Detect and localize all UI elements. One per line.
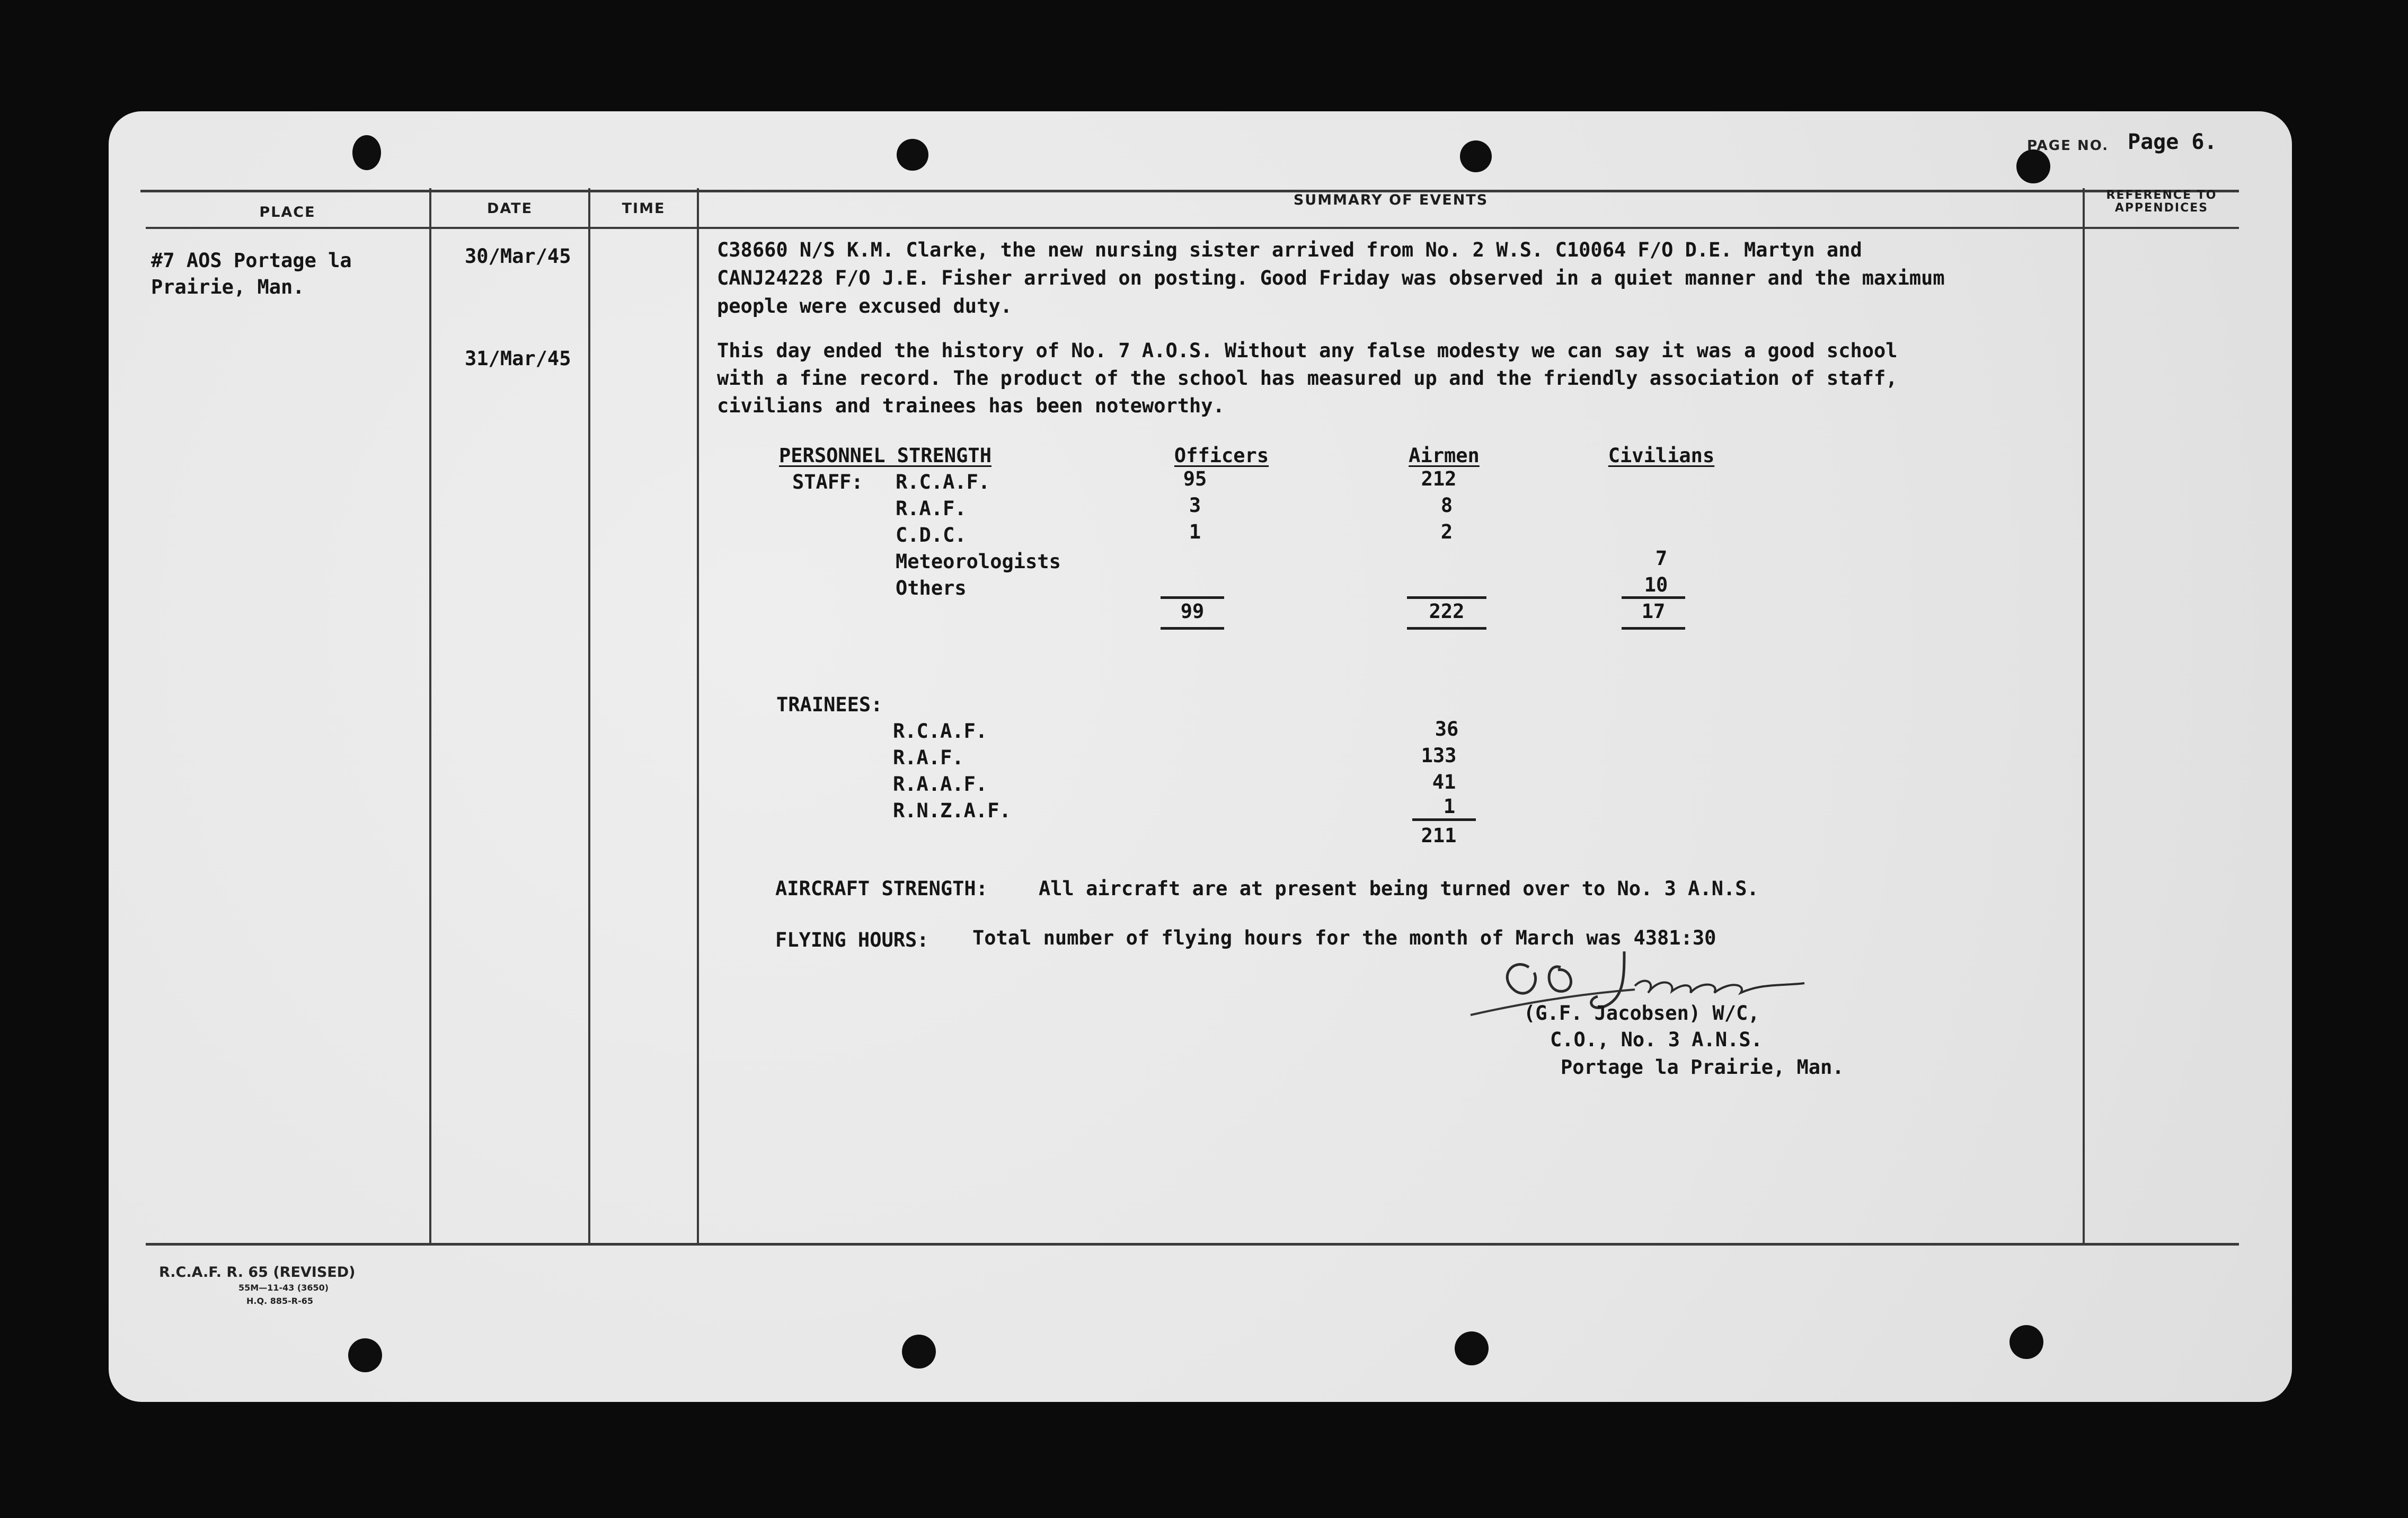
page-number-value: Page 6. [2128, 130, 2217, 154]
total-rule-top [1161, 596, 1224, 599]
entry-text-line: C38660 N/S K.M. Clarke, the new nursing sister arrived from No. 2 W.S. C10064 F/O D.E. Martyn and [717, 239, 1862, 261]
binding-hole [902, 1335, 936, 1369]
staff-row-civilians: 10 [1644, 573, 1668, 596]
form-number: R.C.A.F. R. 65 (REVISED) [159, 1264, 356, 1281]
staff-row-airmen: 2 [1440, 520, 1453, 543]
staff-row-airmen: 8 [1440, 494, 1453, 517]
header-bottom-rule [146, 227, 2239, 229]
trainee-row-count: 133 [1421, 744, 1457, 767]
staff-row-label: R.C.A.F. [896, 471, 990, 493]
trainee-total-rule [1412, 818, 1476, 821]
civilians-column-header: Civilians [1608, 444, 1715, 467]
trainee-row-label: R.A.F. [893, 746, 964, 769]
aircraft-strength-label: AIRCRAFT STRENGTH: [775, 877, 988, 900]
col-divider-time [697, 188, 699, 1246]
col-divider-date [588, 188, 590, 1246]
binding-hole [348, 1338, 382, 1372]
trainee-total: 211 [1421, 824, 1457, 847]
column-header-summary: SUMMARY OF EVENTS [1293, 192, 1489, 208]
trainee-row-label: R.A.A.F. [893, 773, 988, 796]
staff-row-officers: 3 [1189, 494, 1201, 517]
diary-form-card [109, 111, 2292, 1402]
staff-row-label: C.D.C. [896, 524, 967, 546]
column-header-place: PLACE [259, 204, 316, 220]
trainee-row-count: 1 [1443, 795, 1456, 818]
total-rule-bottom [1161, 627, 1224, 630]
signature-title: C.O., No. 3 A.N.S. [1550, 1028, 1763, 1051]
signature-location: Portage la Prairie, Man. [1561, 1056, 1844, 1079]
binding-hole [1455, 1331, 1489, 1365]
trainee-row-label: R.N.Z.A.F. [893, 799, 1011, 822]
aircraft-strength-text: All aircraft are at present being turned over to No. 3 A.N.S. [1039, 877, 1759, 900]
binding-hole [2009, 1325, 2043, 1359]
column-header-time: TIME [622, 200, 666, 217]
total-rule-top [1622, 596, 1685, 599]
total-officers: 99 [1180, 600, 1205, 623]
place-line-2: Prairie, Man. [151, 276, 305, 298]
column-header-reference: REFERENCE TO [2106, 189, 2217, 202]
entry-text-line: people were excused duty. [717, 295, 1012, 317]
col-divider-place [429, 188, 431, 1246]
column-header-date: DATE [486, 200, 533, 217]
total-rule-top [1407, 596, 1486, 599]
trainee-row-count: 36 [1435, 718, 1459, 740]
trainees-heading: TRAINEES: [776, 693, 883, 716]
col-divider-summary [2083, 188, 2085, 1246]
entry-date: 30/Mar/45 [465, 245, 571, 268]
place-line-1: #7 AOS Portage la [151, 249, 352, 272]
entry-text-line: with a fine record. The product of the school has measured up and the friendly association of staff, [717, 367, 1898, 390]
page-number-label: PAGE NO. [2027, 138, 2109, 154]
table-bottom-rule [146, 1243, 2239, 1246]
entry-date: 31/Mar/45 [465, 347, 571, 370]
total-rule-bottom [1622, 627, 1685, 630]
entry-text-line: civilians and trainees has been noteworthy. [717, 394, 1225, 417]
staff-row-label: Meteorologists [896, 550, 1061, 573]
binding-hole [897, 139, 928, 171]
flying-hours-text: Total number of flying hours for the month of March was 4381:30 [972, 926, 1716, 949]
total-civilians: 17 [1641, 600, 1666, 623]
trainee-row-count: 41 [1432, 771, 1456, 793]
total-airmen: 222 [1429, 600, 1465, 623]
staff-row-officers: 95 [1183, 467, 1207, 490]
personnel-heading: PERSONNEL STRENGTH [779, 444, 991, 467]
staff-row-airmen: 212 [1421, 467, 1457, 490]
staff-row-label: Others [896, 577, 967, 599]
binding-hole [2016, 149, 2050, 183]
binding-hole [352, 135, 381, 170]
signature-name: (G.F. Jacobsen) W/C, [1524, 1002, 1760, 1025]
airmen-column-header: Airmen [1409, 444, 1480, 467]
trainee-row-label: R.C.A.F. [893, 720, 988, 743]
staff-row-officers: 1 [1189, 520, 1201, 543]
binding-hole [1460, 140, 1492, 172]
total-rule-bottom [1407, 627, 1486, 630]
entry-text-line: CANJ24228 F/O J.E. Fisher arrived on posting. Good Friday was observed in a quiet manner and the maximum [717, 267, 1945, 289]
staff-row-civilians: 7 [1655, 547, 1668, 570]
form-print-code: 55M—11-43 (3650) [238, 1283, 329, 1293]
flying-hours-label: FLYING HOURS: [775, 929, 929, 951]
form-hq-code: H.Q. 885-R-65 [246, 1296, 313, 1306]
staff-label: STAFF: [792, 471, 863, 493]
officers-column-header: Officers [1174, 444, 1269, 467]
staff-row-label: R.A.F. [896, 497, 967, 520]
entry-text-line: This day ended the history of No. 7 A.O.S. Without any false modesty we can say it was a good school [717, 339, 1898, 362]
column-header-appendices: APPENDICES [2114, 201, 2209, 215]
